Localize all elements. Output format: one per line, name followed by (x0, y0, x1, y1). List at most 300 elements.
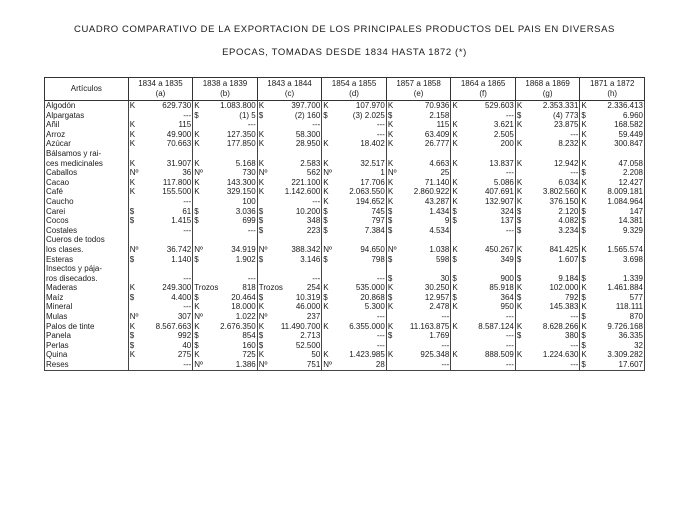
cell-unit: K (128, 178, 143, 188)
cell-unit (515, 149, 530, 159)
cell-unit: $ (257, 216, 272, 226)
cell-value: 4.534 (429, 225, 450, 235)
cell-value: 3.234 (558, 225, 579, 235)
cell-value: 854 (242, 331, 256, 341)
cell-unit (580, 264, 595, 274)
cell-value: --- (312, 273, 321, 283)
table-row (45, 235, 645, 245)
cell-value: 18.000 (231, 302, 256, 312)
cell-unit (451, 111, 466, 121)
cell-value: 46.000 (295, 302, 321, 312)
cell-unit: K (515, 159, 530, 169)
table-row (45, 178, 645, 188)
cell-unit: K (451, 120, 466, 130)
cell-value: 2.713 (300, 331, 321, 341)
cell-unit: K (451, 302, 466, 312)
cell-unit: K (515, 178, 530, 188)
cell-value: 1.084.964 (607, 196, 643, 206)
cell-unit: K (322, 302, 337, 312)
cell-unit: K (386, 197, 401, 207)
table-row (45, 216, 645, 226)
cell-value: 43.287 (424, 196, 450, 206)
cell-value: 17.607 (595, 360, 644, 370)
header-period-letter: (c) (284, 89, 295, 98)
cell-unit (193, 226, 208, 236)
cell-unit (128, 111, 143, 121)
cell-unit (386, 312, 401, 322)
header-period-letter: (f) (479, 89, 487, 98)
cell-unit: K (451, 283, 466, 293)
cell-value: --- (376, 120, 385, 130)
cell-unit: $ (580, 341, 595, 351)
cell-value: 725 (242, 350, 256, 360)
row-label: Cacao (45, 178, 129, 188)
cell-unit: K (580, 187, 595, 197)
cell-value: (4) 773 (553, 110, 579, 120)
cell-value: 1.565.574 (607, 244, 643, 254)
cell-value: 254 (306, 283, 321, 293)
cell-value: 4.400 (171, 292, 192, 302)
cell-unit (515, 360, 530, 370)
cell-value: 145.383 (549, 302, 579, 312)
cell-unit: K (386, 120, 401, 130)
cell-unit (257, 235, 272, 245)
cell-unit: $ (322, 293, 337, 303)
cell-unit: $ (451, 293, 466, 303)
table-row (45, 264, 645, 274)
cell-value: --- (183, 273, 192, 283)
cell-value: 50 (311, 350, 321, 360)
table-row (45, 187, 645, 197)
cell-value: 34.919 (231, 244, 256, 254)
cell-unit (515, 264, 530, 274)
cell-value: --- (376, 129, 385, 139)
cell-value: 900 (500, 273, 514, 283)
cell-value (466, 149, 515, 159)
cell-unit: Trozos (258, 283, 283, 293)
header-period-years: 1854 a 1855 (331, 79, 377, 88)
cell-unit: $ (386, 255, 401, 265)
cell-value: --- (531, 360, 580, 370)
cell-value: 70.936 (424, 101, 450, 110)
cell-value: 329.150 (226, 187, 256, 197)
cell-unit: K (322, 101, 337, 111)
cell-unit: K (386, 139, 401, 149)
cell-unit: $ (257, 293, 272, 303)
cell-value: 200 (500, 139, 514, 149)
cell-value: 1.140 (171, 254, 192, 264)
cell-value: 11.163.875 (409, 321, 450, 331)
cell-value: 3.146 (300, 254, 321, 264)
cell-value: 3.802.560 (542, 187, 579, 197)
cell-unit: Nº (386, 245, 401, 255)
row-label: Maderas (45, 283, 129, 293)
header-period-2 (257, 78, 322, 101)
cell-value: 31.907 (166, 158, 192, 168)
header-period-5 (451, 78, 516, 101)
cell-value: (1) 5 (239, 110, 256, 120)
cell-value: 52.500 (295, 340, 321, 350)
cell-unit: K (580, 120, 595, 130)
cell-unit: $ (515, 207, 530, 217)
cell-unit (386, 149, 401, 159)
cell-value (143, 235, 192, 245)
cell-unit: $ (580, 312, 595, 322)
cell-value: 7.384 (364, 225, 385, 235)
cell-value: 4.663 (429, 158, 450, 168)
cell-unit: $ (515, 216, 530, 226)
cell-unit (128, 226, 143, 236)
header-period-years: 1857 a 1858 (396, 79, 441, 88)
cell-value: 49.900 (166, 129, 192, 139)
table-row (45, 283, 645, 293)
cell-unit (515, 341, 530, 351)
cell-unit: $ (322, 255, 337, 265)
cell-unit: K (580, 322, 595, 332)
cell-unit: K (515, 101, 530, 111)
cell-unit: K (128, 283, 143, 293)
cell-unit (451, 149, 466, 159)
cell-value (595, 149, 644, 159)
table-row (45, 350, 645, 360)
cell-value (208, 264, 257, 274)
cell-unit: K (515, 322, 530, 332)
cell-unit (322, 274, 337, 284)
row-label: ces medicinales (45, 159, 129, 169)
cell-unit: $ (257, 207, 272, 217)
header-period-letter: (d) (349, 89, 359, 98)
cell-value: 699 (242, 216, 256, 226)
cell-unit: K (515, 197, 530, 207)
cell-value: 1.902 (235, 254, 256, 264)
cell-value (595, 235, 644, 245)
cell-unit: K (515, 302, 530, 312)
cell-unit: $ (128, 341, 143, 351)
header-period-years: 1864 a 1865 (460, 79, 506, 88)
cell-value: --- (505, 340, 514, 350)
cell-unit: K (580, 139, 595, 149)
cell-unit (515, 130, 530, 140)
cell-unit: K (386, 302, 401, 312)
cell-value (531, 264, 580, 274)
cell-value: 36.335 (618, 331, 643, 341)
cell-unit: K (515, 283, 530, 293)
cell-value: --- (247, 225, 256, 235)
cell-value: 397.700 (291, 101, 321, 110)
header-period-letter: (h) (607, 89, 618, 98)
cell-value: --- (505, 331, 514, 341)
cell-unit (451, 235, 466, 245)
cell-unit: $ (128, 216, 143, 226)
cell-value: 32 (634, 340, 643, 350)
cell-unit (451, 168, 466, 178)
cell-unit: K (322, 139, 337, 149)
header-period-7 (580, 78, 645, 101)
cell-value: 380 (565, 331, 579, 341)
cell-unit (193, 235, 208, 245)
cell-value: 115 (436, 120, 450, 130)
table-row (45, 341, 645, 351)
cell-unit: K (386, 159, 401, 169)
cell-unit: K (128, 322, 143, 332)
cell-value (466, 264, 515, 274)
cell-unit (322, 235, 337, 245)
row-label: los clases. (45, 245, 129, 255)
cell-value: 237 (306, 312, 321, 322)
cell-value: 629.730 (162, 101, 192, 110)
cell-unit: K (257, 139, 272, 149)
cell-value: 307 (177, 312, 192, 322)
cell-unit (257, 197, 272, 207)
cell-value (272, 264, 321, 274)
cell-unit: K (451, 245, 466, 255)
cell-unit: K (193, 101, 208, 111)
cell-unit (128, 264, 143, 274)
cell-unit: K (193, 350, 208, 360)
cell-unit: $ (193, 111, 208, 121)
cell-unit: K (515, 120, 530, 130)
cell-unit: K (515, 350, 530, 360)
cell-unit: K (322, 178, 337, 188)
cell-value: 28 (337, 360, 386, 370)
document-title-line-2: EPOCAS, TOMADAS DESDE 1834 HASTA 1872 (*) (222, 47, 467, 58)
cell-unit: K (451, 130, 466, 140)
row-label: Mulas (45, 312, 129, 322)
table-row (45, 255, 645, 265)
cell-unit: K (515, 139, 530, 149)
cell-value: (3) 2.025 (352, 110, 385, 120)
cell-value: 535.000 (355, 283, 385, 293)
cell-value: 249.300 (162, 283, 192, 293)
cell-unit: $ (580, 168, 595, 178)
cell-value: 194.652 (355, 196, 385, 206)
cell-value: 102.000 (549, 283, 579, 293)
cell-unit: $ (193, 331, 208, 341)
cell-value: 1.142.600 (284, 187, 321, 197)
cell-value: 376.150 (549, 196, 579, 206)
cell-unit: K (451, 350, 466, 360)
cell-unit: $ (386, 331, 401, 341)
cell-value (531, 235, 580, 245)
cell-value: 25 (440, 168, 450, 178)
cell-unit: Nº (193, 168, 208, 178)
cell-value: 275 (177, 350, 192, 360)
cell-value: 117.800 (162, 177, 192, 187)
cell-value: --- (247, 120, 256, 130)
cell-value: 9.726.168 (607, 321, 643, 331)
table-row (45, 207, 645, 217)
cell-value: 4.082 (558, 216, 579, 226)
cell-value: 9 (444, 216, 450, 226)
cell-unit: $ (386, 207, 401, 217)
cell-value: 6.355.000 (349, 321, 385, 331)
cell-value: 143.300 (226, 177, 256, 187)
row-label: Carei (45, 207, 129, 217)
cell-value: 1.038 (429, 244, 450, 254)
cell-value: 70.663 (166, 139, 192, 149)
cell-unit: K (386, 101, 401, 111)
cell-value: 30 (440, 273, 450, 283)
cell-value: 12.427 (618, 177, 643, 187)
cell-unit: $ (193, 216, 208, 226)
table-row (45, 226, 645, 236)
cell-value: 8.587.124 (478, 321, 514, 331)
cell-value: --- (247, 273, 256, 283)
cell-unit: $ (322, 207, 337, 217)
header-period-letter: (e) (413, 89, 424, 98)
cell-value (208, 149, 257, 159)
cell-unit: $ (193, 255, 208, 265)
cell-unit: K (386, 187, 401, 197)
cell-unit: Nº (322, 168, 337, 178)
cell-value: 2.336.413 (607, 101, 643, 110)
cell-unit: K (193, 302, 208, 312)
cell-unit: $ (257, 226, 272, 236)
cell-value: 28.950 (295, 139, 321, 149)
header-period-6 (515, 78, 580, 101)
cell-unit: K (257, 187, 272, 197)
cell-unit (322, 264, 337, 274)
cell-unit: K (257, 101, 272, 111)
row-label: Cueros de todos (45, 235, 129, 245)
cell-unit: K (580, 178, 595, 188)
cell-value (208, 235, 257, 245)
cell-value (466, 235, 515, 245)
cell-value: 2.676.350 (220, 321, 256, 331)
cell-value: 348 (306, 216, 321, 226)
row-label: Añil (45, 120, 129, 130)
table-header-row (45, 78, 645, 101)
cell-value: --- (401, 360, 450, 370)
cell-value: 792 (565, 292, 579, 302)
cell-unit: Nº (193, 360, 208, 370)
cell-unit (580, 149, 595, 159)
cell-unit: Nº (257, 360, 272, 370)
cell-unit: K (257, 350, 272, 360)
cell-value: 6.960 (622, 110, 643, 120)
cell-value: 2.860.922 (413, 187, 450, 197)
cell-value (337, 235, 386, 245)
cell-unit: K (193, 139, 208, 149)
cell-unit: $ (386, 111, 401, 121)
cell-unit: $ (580, 331, 595, 341)
cell-value: 950 (500, 302, 514, 312)
cell-value: 1.339 (622, 273, 643, 283)
cell-unit: K (128, 101, 143, 111)
cell-unit: $ (128, 331, 143, 341)
cell-value: 2.158 (429, 110, 450, 120)
cell-unit (451, 264, 466, 274)
cell-unit: $ (322, 111, 337, 121)
row-label: Esteras (45, 255, 129, 265)
table-row (45, 197, 645, 207)
cell-value: 160 (242, 340, 256, 350)
cell-unit: K (257, 130, 272, 140)
cell-unit: Nº (322, 245, 337, 255)
cell-value: --- (505, 225, 514, 235)
cell-unit: Nº (128, 245, 143, 255)
cell-value: 13.837 (489, 158, 514, 168)
cell-unit: $ (515, 255, 530, 265)
cell-unit: Nº (386, 168, 401, 178)
cell-unit: $ (515, 111, 530, 121)
cell-value: --- (376, 273, 385, 283)
cell-unit: K (257, 178, 272, 188)
cell-unit (451, 341, 466, 351)
cell-unit: K (386, 178, 401, 188)
cell-value: 115 (178, 120, 192, 130)
cell-value: 223 (306, 225, 321, 235)
cell-value: 23.875 (553, 120, 579, 130)
cell-value: 132.907 (484, 196, 514, 206)
cell-unit: K (451, 101, 466, 111)
row-label: Cocos (45, 216, 129, 226)
header-period-years: 1838 a 1839 (202, 79, 248, 88)
cell-unit (451, 312, 466, 322)
cell-value: 18.402 (360, 139, 385, 149)
cell-value: 562 (306, 168, 321, 178)
cell-unit (322, 312, 337, 322)
cell-unit (193, 149, 208, 159)
cell-value: 925.348 (420, 350, 450, 360)
cell-unit: $ (257, 255, 272, 265)
cell-value: 221.100 (291, 177, 321, 187)
cell-value (531, 149, 580, 159)
table-row (45, 360, 645, 370)
cell-unit: K (451, 159, 466, 169)
table-row (45, 159, 645, 169)
cell-value: 32.517 (360, 158, 385, 168)
cell-unit (193, 120, 208, 130)
cell-value (595, 264, 644, 274)
cell-unit: $ (128, 207, 143, 217)
cell-value: 58.300 (295, 129, 321, 139)
row-label: Maíz (45, 293, 129, 303)
cell-unit: Nº (257, 245, 272, 255)
cell-value: 349 (500, 254, 514, 264)
cell-value: 10.319 (295, 292, 321, 302)
cell-unit: Nº (128, 168, 143, 178)
cell-value: 30.250 (424, 283, 450, 293)
row-label: Mineral (45, 302, 129, 312)
cell-unit: K (128, 187, 143, 197)
row-label: Costales (45, 226, 129, 236)
cell-unit (386, 235, 401, 245)
cell-value: 8.567.663 (155, 321, 192, 331)
cell-value: 8.232 (558, 139, 579, 149)
cell-unit: $ (451, 207, 466, 217)
cell-value: 71.140 (424, 177, 450, 187)
cell-value: 12.942 (553, 158, 579, 168)
cell-unit: Trozos (194, 283, 219, 293)
header-period-letter: (a) (155, 89, 166, 98)
cell-value (401, 235, 450, 245)
cell-value: 40 (182, 340, 192, 350)
cell-value: 324 (500, 206, 514, 216)
cell-value: 3.309.282 (607, 350, 643, 360)
row-label: Perlas (45, 341, 129, 351)
cell-value: 10.200 (295, 206, 321, 216)
cell-unit: K (193, 322, 208, 332)
table-row (45, 130, 645, 140)
cell-value: --- (441, 312, 450, 322)
cell-value: 20.464 (231, 292, 256, 302)
cell-unit (128, 235, 143, 245)
header-period-years: 1843 a 1844 (267, 79, 312, 88)
export-comparison-table (44, 77, 645, 371)
cell-unit (386, 341, 401, 351)
row-label: Quina (45, 350, 129, 360)
